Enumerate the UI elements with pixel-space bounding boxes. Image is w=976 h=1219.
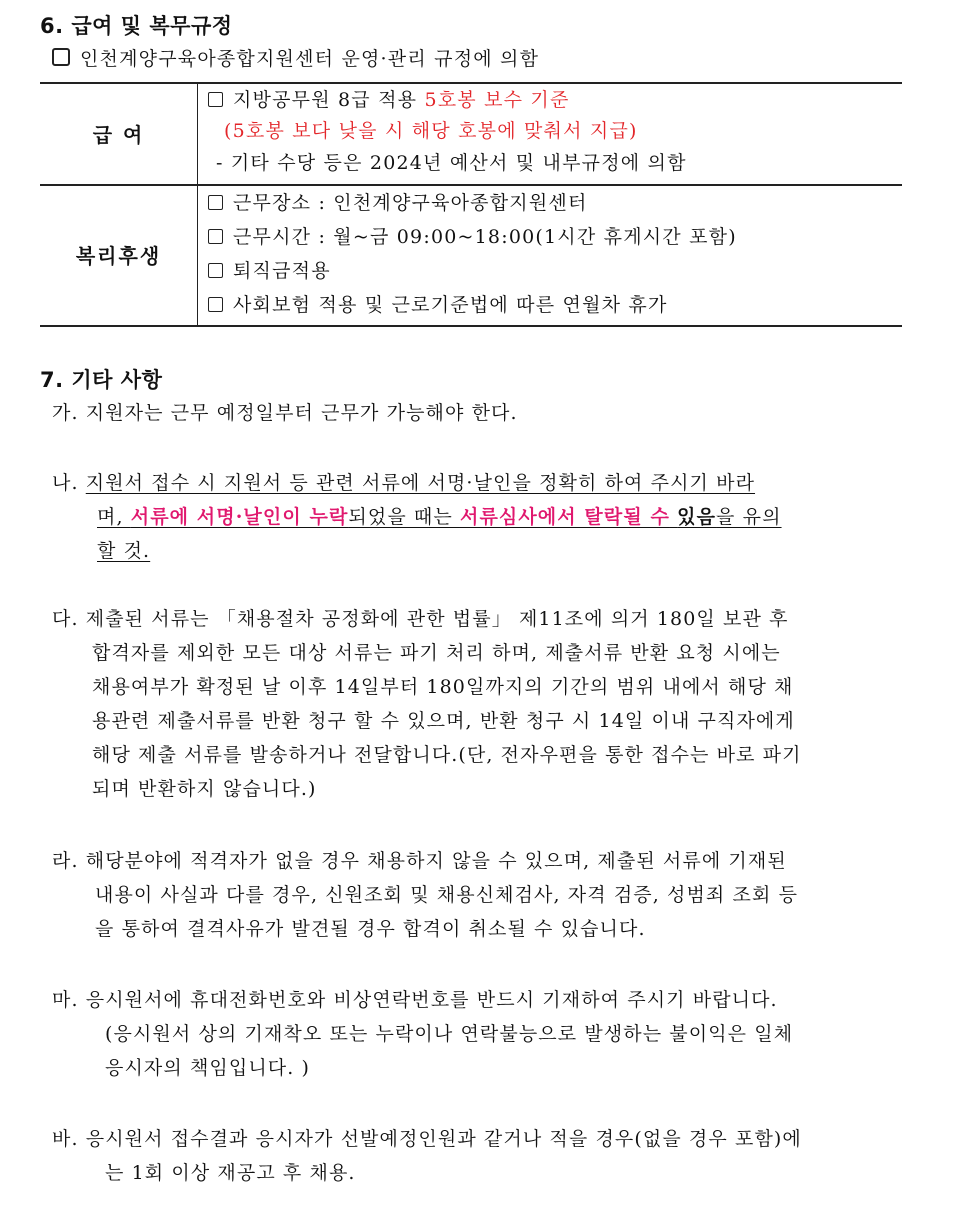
item-ra [52,844,798,946]
item-ma [52,983,793,1085]
item-ra-line: 을 통하여 결격사유가 발견될 경우 합격이 취소될 수 있습니다. [95,918,646,940]
item-marker: 가. [52,402,79,424]
item-marker: 나. [52,472,79,494]
salary-line-3: - 기타 수당 등은 2024년 예산서 및 내부규정에 의함 [216,152,687,174]
item-text: 지원서 접수 시 지원서 등 관련 서류에 서명·날인을 정확히 하여 주시기 바라 [85,472,756,494]
item-ga [52,396,518,430]
item-text: 응시원서에 휴대전화번호와 비상연락번호를 반드시 기재하여 주시기 바랍니다. [85,989,778,1011]
salary-line-2: (5호봉 보다 낮을 시 해당 호봉에 맞춰서 지급) [224,120,638,142]
item-text: 을 유의 [716,506,782,528]
checkbox-icon [52,48,70,66]
item-ma-line [52,983,793,1017]
item-text: 해당분야에 적격자가 없을 경우 채용하지 않을 수 있으며, 제출된 서류에 기재된 [85,850,787,872]
salary-line-1-text: 지방공무원 8급 적용 [233,89,425,111]
checkbox-icon [208,229,223,244]
salary-welfare-table [40,83,902,325]
welfare-item-text: 근무시간 : 월~금 09:00~18:00(1시간 휴게시간 포함) [233,226,737,248]
section-6-heading: 6. 급여 및 복무규정 [40,14,233,38]
warning-highlight: 서류심사에서 탈락될 수 [459,506,670,528]
section-7-heading: 7. 기타 사항 [40,368,163,392]
item-da-line: 해당 제출 서류를 발송하거나 전달합니다.(단, 전자우편을 통한 접수는 바로 파기 [92,744,802,766]
salary-line-1 [208,83,902,115]
item-na [52,466,912,568]
bold-emphasis: 있음 [677,506,717,528]
welfare-item [208,186,902,220]
welfare-item-text: 퇴직금적용 [233,260,331,282]
salary-grade-highlight: 5호봉 보수 기준 [424,89,570,111]
item-da-line: 용관련 제출서류를 반환 청구 할 수 있으며, 반환 청구 시 14일 이내 구직자에게 [92,710,795,732]
welfare-item-text: 사회보험 적용 및 근로기준법에 따른 연월차 휴가 [233,294,668,316]
item-ba-line [52,1122,802,1156]
welfare-item [208,220,902,254]
item-da-line: 채용여부가 확정된 날 이후 14일부터 180일까지의 기간의 범위 내에서 해당 채 [92,676,794,698]
item-text: 며, [97,506,131,528]
item-ra-line: 내용이 사실과 다를 경우, 신원조회 및 채용신체검사, 자격 검증, 성범죄 조회 등 [95,884,799,906]
item-marker: 다. [52,608,79,630]
salary-label: 급 여 [40,83,198,184]
item-na-line-3: 할 것. [97,540,151,562]
item-da-line: 되며 반환하지 않습니다.) [92,778,317,800]
checkbox-icon [208,263,223,278]
welfare-item [208,254,902,288]
item-da-line [52,602,802,636]
welfare-row [40,184,902,325]
item-marker: 마. [52,989,79,1011]
item-marker: 라. [52,850,79,872]
table-bottom-rule [40,325,902,327]
warning-highlight: 서류에 서명·날인이 누락 [130,506,349,528]
item-ra-line [52,844,798,878]
item-ma-line: 응시자의 책임입니다. ) [105,1057,311,1079]
welfare-label: 복리후생 [40,184,198,325]
welfare-item [208,288,902,322]
item-text: 지원자는 근무 예정일부터 근무가 가능해야 한다. [85,402,518,424]
item-da [52,602,802,806]
item-text: 응시원서 접수결과 응시자가 선발예정인원과 같거나 적을 경우(없을 경우 포함)에 [85,1128,802,1150]
item-na-line-1 [52,466,912,500]
welfare-item-text: 근무장소 : 인천계양구육아종합지원센터 [233,192,588,214]
item-ma-line: (응시원서 상의 기재착오 또는 누락이나 연락불능으로 발생하는 불이익은 일체 [105,1023,794,1045]
welfare-value [198,184,903,325]
intro-text: 인천계양구육아종합지원센터 운영·관리 규정에 의함 [80,48,540,70]
salary-value [198,83,903,184]
checkbox-icon [208,297,223,312]
item-text: 제출된 서류는 「채용절차 공정화에 관한 법률」 제11조에 의거 180일 보관 후 [85,608,789,630]
item-da-line: 합격자를 제외한 모든 대상 서류는 파기 처리 하며, 제출서류 반환 요청 시에는 [92,642,781,664]
checkbox-icon [208,195,223,210]
checkbox-icon [208,92,223,107]
section-6-intro [52,44,539,71]
salary-row [40,83,902,184]
item-na-line-2 [52,500,912,534]
item-marker: 바. [52,1128,79,1150]
item-ba-line: 는 1회 이상 재공고 후 채용. [105,1162,356,1184]
item-text: 되었을 때는 [348,506,460,528]
item-ba [52,1122,802,1190]
